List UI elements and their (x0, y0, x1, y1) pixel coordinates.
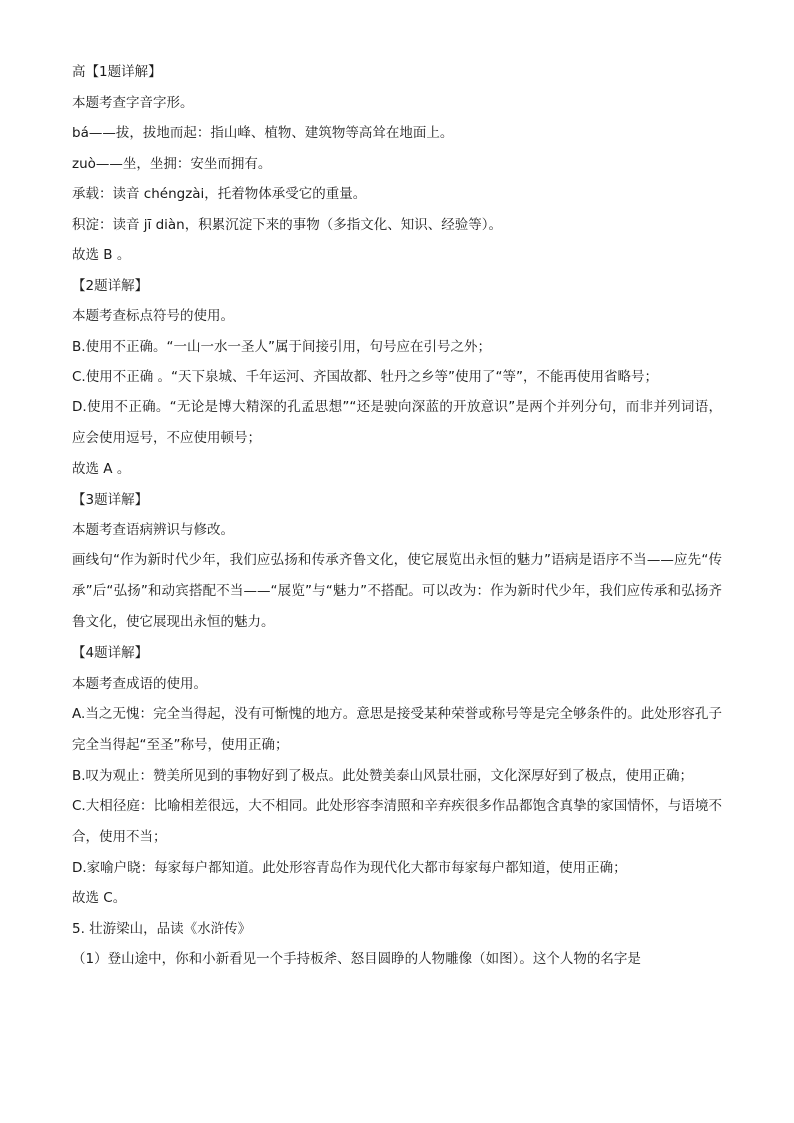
text-paragraph: 画线句“作为新时代少年，我们应弘扬和传承齐鲁文化，使它展览出永恒的魅力”语病是语序不当——应先“传承”后“弘扬”和动宾搭配不当——“展览”与“魅力”不搭配。可以改为：作为新时代少年，我们应传承和弘扬齐鲁文化，使它展现出永恒的魅力。 (72, 552, 722, 630)
text-line: 本题考查语病辨识与修改。 (72, 522, 234, 538)
text-line: 本题考查标点符号的使用。 (72, 308, 234, 324)
question-line: （1）登山途中，你和小新看见一个手持板斧、怒目圆睁的人物雕像（如图）。这个人物的名字是 (72, 951, 641, 967)
text-line: C.使用不正确 。“天下泉城、千年运河、齐国故都、牡丹之乡等”使用了“等”，不能再使用省略号； (72, 369, 658, 385)
section-heading-1: 高【1题详解】 (72, 64, 162, 80)
answer-line: 故选 A 。 (72, 461, 131, 477)
text-paragraph: A.当之无愧：完全当得起，没有可惭愧的地方。意思是接受某种荣誉或称号等是完全够条件的。此处形容孔子完全当得起“至圣”称号，使用正确； (72, 705, 722, 753)
section-heading-4: 【4题详解】 (72, 645, 149, 661)
text-line: 积淀：读音 jī diàn，积累沉淀下来的事物（多指文化、知识、经验等）。 (72, 216, 502, 233)
text-line: B.叹为观止：赞美所见到的事物好到了极点。此处赞美泰山风景壮丽，文化深厚好到了极点，使用正确； (72, 767, 694, 784)
text-line: zuò——坐，坐拥：安坐而拥有。 (72, 155, 272, 172)
text-line: D.家喻户晓：每家每户都知道。此处形容青岛作为现代化大都市每家每户都知道，使用正确； (72, 859, 627, 876)
answer-line: 故选 C。 (72, 890, 127, 906)
question-title: 5. 壮游梁山，品读《水浒传》 (72, 920, 252, 937)
text-line: bá——拔，拔地而起：指山峰、植物、建筑物等高耸在地面上。 (72, 125, 454, 141)
text-paragraph: C.大相径庭：比喻相差很远，大不相同。此处形容李清照和辛弃疾很多作品都饱含真挚的家国情怀，与语境不合，使用不当； (72, 797, 722, 845)
text-line: 本题考查字音字形。 (72, 94, 194, 111)
section-heading-2: 【2题详解】 (72, 277, 149, 294)
document-page (72, 62, 722, 980)
text-paragraph: D.使用不正确。“无论是博大精深的孔孟思想”“还是驶向深蓝的开放意识”是两个并列分句，而非并列词语，应会使用逗号，不应使用顿号； (72, 399, 722, 446)
text-line: 本题考查成语的使用。 (72, 675, 207, 692)
section-heading-3: 【3题详解】 (72, 491, 149, 508)
text-line: B.使用不正确。“一山一水一圣人”属于间接引用，句号应在引号之外； (72, 338, 492, 355)
answer-line: 故选 B 。 (72, 247, 131, 263)
text-line: 承载：读音 chéngzài，托着物体承受它的重量。 (72, 186, 367, 202)
